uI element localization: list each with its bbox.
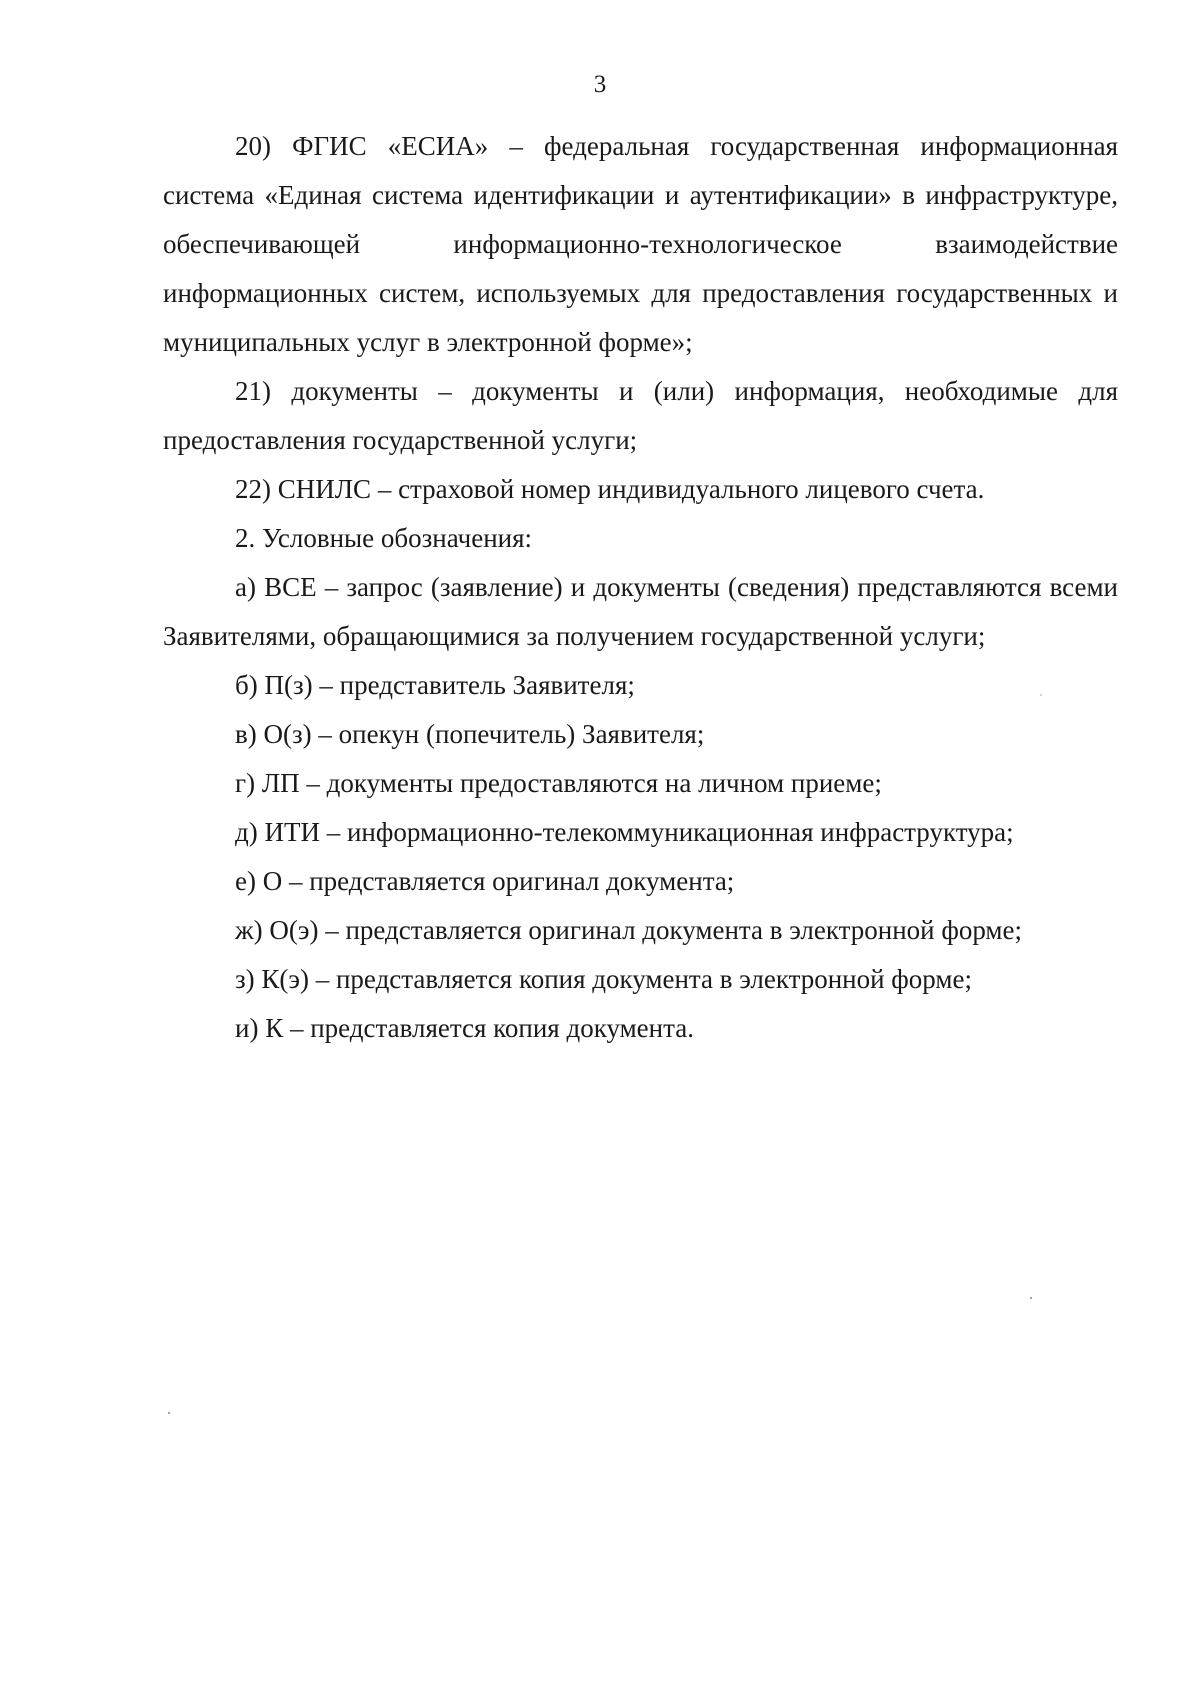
definition-20: 20) ФГИС «ЕСИА» – федеральная государственная информационная система «Единая система идентификации и аутентификации» в инфраструктуре, обеспечивающей информационно-технологическое взаимодействие информационных систем, используемых для предоставления государственных и муниципальных услуг в электронной форме»;: [163, 131, 1118, 357]
legend-item-d: д) ИТИ – информационно-телекоммуникационная инфраструктура;: [235, 817, 1014, 847]
legend-item-g: г) ЛП – документы предоставляются на личном приеме;: [235, 768, 882, 798]
scan-speck: [168, 1412, 170, 1414]
legend-heading: 2. Условные обозначения:: [235, 523, 533, 553]
page-number: 3: [593, 71, 607, 98]
definition-22: 22) СНИЛС – страховой номер индивидуального лицевого счета.: [235, 474, 985, 504]
document-body: [163, 122, 1118, 1053]
legend-item-z: з) К(э) – представляется копия документа в электронной форме;: [235, 964, 972, 994]
legend-item-i: и) К – представляется копия документа.: [235, 1013, 694, 1043]
legend-item-zh: ж) О(э) – представляется оригинал документа в электронной форме;: [235, 915, 1022, 945]
definition-21: 21) документы – документы и (или) информация, необходимые для предоставления государственной услуги;: [163, 376, 1118, 455]
legend-item-a: а) ВСЕ – запрос (заявление) и документы (сведения) представляются всеми Заявителями, обращающимися за получением государственной услуги;: [163, 572, 1118, 651]
scan-speck: [1040, 694, 1042, 696]
legend-item-v: в) О(з) – опекун (попечитель) Заявителя;: [235, 719, 705, 749]
legend-item-e: е) О – представляется оригинал документа;: [235, 866, 735, 896]
legend-item-b: б) П(з) – представитель Заявителя;: [235, 670, 635, 700]
scan-speck: [1030, 1297, 1032, 1299]
